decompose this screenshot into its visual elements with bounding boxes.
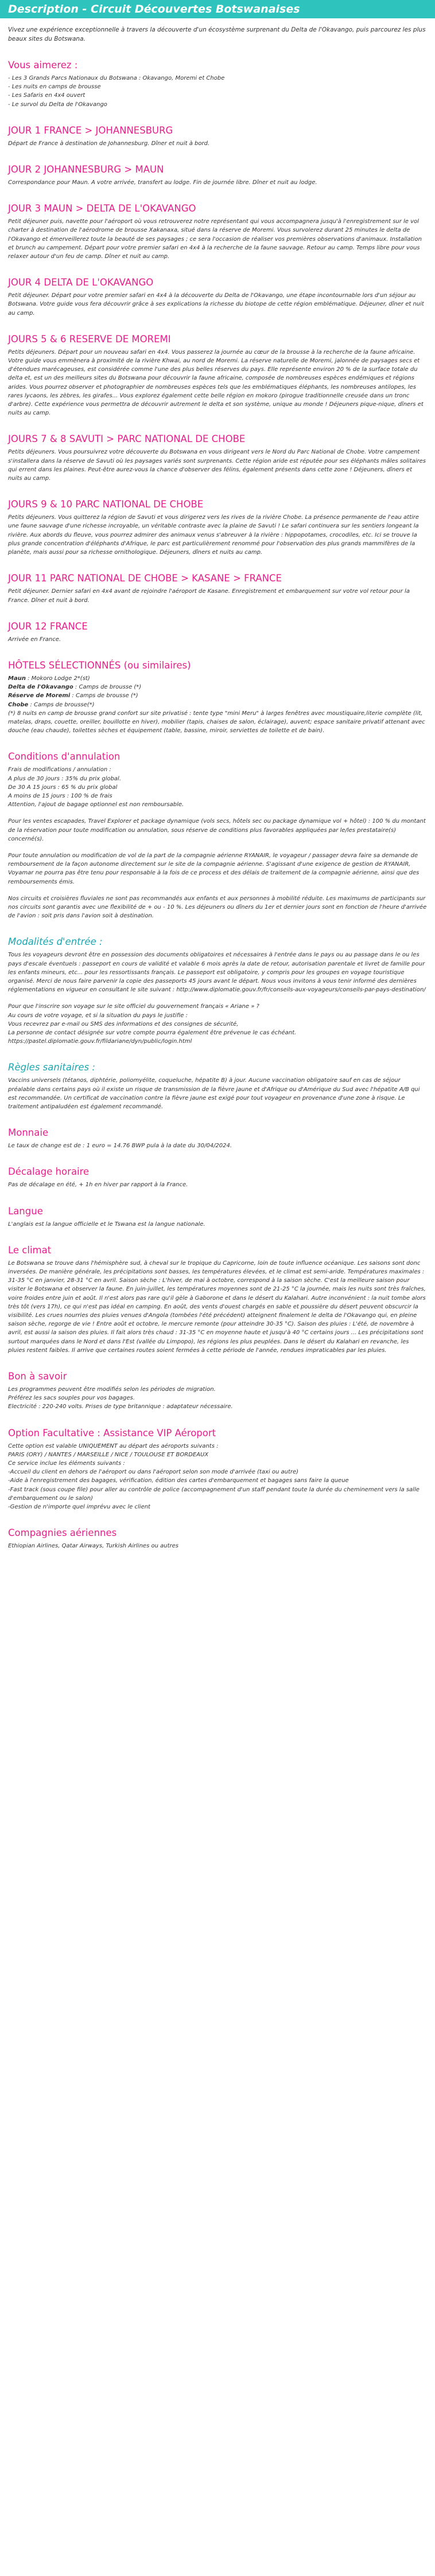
entry-block: [8, 951, 427, 1046]
entry-line: Au cours de votre voyage, et si la situation du pays le justifie :: [8, 1012, 188, 1019]
conditions-line: Attention, l'ajout de bagage optionnel est non remboursable.: [8, 802, 184, 808]
conditions-block: [8, 765, 427, 920]
day-text: Arrivée en France.: [8, 636, 61, 643]
list-item: - Les 3 Grands Parcs Nationaux du Botswana : Okavango, Moremi et Chobe: [8, 75, 225, 81]
vip-line: Ce service inclue les éléments suivants :: [8, 1460, 125, 1467]
conditions-line: De 30 A 15 jours : 65 % du prix global: [8, 784, 118, 791]
timezone-title: Décalage horaire: [8, 1166, 90, 1178]
day-text: Petit déjeuner. Dernier safari en 4x4 avant de rejoindre l'aéroport de Kasane. Enregistrement et embarquement sur votre vol retour pour la France. Dîner et nuit à bord.: [8, 588, 410, 604]
hotel-line: [8, 691, 427, 700]
title-banner: [0, 0, 435, 18]
hotels-list: [8, 674, 427, 735]
entry-link[interactable]: https://pastel.diplomatie.gouv.fr/fildariane/dyn/public/login.html: [8, 1038, 192, 1045]
entry-paragraph: Tous les voyageurs devront être en possession des documents obligatoires et nécessaires à l'entrée dans le pays ou au passage dans le ou les pays d'escale éventuels : passeport en cours de validité et valable 6 mois après la date de retour, autorisation parentale et livret de famille pour les enfants mineurs, etc... pour les ressortissants français. Le passeport est obligatoire, y compris pour les groupes en voyage touristique organisé. Merci de nous faire parvenir la copie des passeports 45 jours avant le départ. Nous vous invitons à vous tenir informé des dernières réglementations en vigueur en consultant le site suivant : http://www.diplomatie.gouv.fr/fr/conseils-aux-voyageurs/conseils-par-pays-destination/: [8, 952, 426, 994]
conditions-paragraph: Pour les ventes escapades, Travel Explorer et package dynamique (vols secs, hôtels sec ou package dynamique vol + hôtel) : 100 % du montant de la réservation pour toute modification ou annulation, sous réserve de conditions plus favorables appliquées par le/les prestataire(s) concerné(s).: [8, 818, 426, 842]
hotel-line: [8, 683, 427, 691]
day-title: JOUR 12 FRANCE: [8, 620, 88, 632]
entry-line: Pour que l'inscrire son voyage sur le site officiel du gouvernement français « Ariane » ?: [8, 1003, 259, 1010]
climate-title: Le climat: [8, 1244, 52, 1256]
hotel-location: Chobe: [8, 701, 29, 708]
hotel-line: [8, 674, 427, 683]
day-text: Départ de France à destination de Johannesburg. Dîner et nuit à bord.: [8, 140, 210, 147]
hotel-location: Réserve de Moremi: [8, 693, 71, 699]
airlines-text: Ethiopian Airlines, Qatar Airways, Turkish Airlines ou autres: [8, 1543, 178, 1550]
hotel-name: : Camps de brousse(*): [28, 701, 95, 708]
timezone-text: Pas de décalage en été, + 1h en hiver par rapport à la France.: [8, 1182, 188, 1189]
packing-line: Préférez les sacs souples pour vos bagages.: [8, 1395, 135, 1402]
conditions-title: Conditions d'annulation: [8, 751, 121, 763]
list-item: - Les nuits en camps de brousse: [8, 84, 101, 91]
day-text: Petits déjeuners. Vous quitterez la région de Savuti et vous dirigerez vers les rives de la rivière Chobe. La présence permanente de l'eau attire une faune sauvage d'une richesse incroyable, un véritable contraste avec la plaine de Savuti ! Le safari continuera sur les sentiers longeant la rivière. Aux abords du fleuve, vous pourrez admirer des animaux venus s'abreuver à la rivière : hippopotames, crocodiles, etc. Ici se trouve la plus grande concentration d'éléphants d'Afrique, le parc est particulièrement renommé pour l'observation des plus grands mammifères de la planète, mais aussi pour sa richesse ornithologique. Déjeuners, dîners et nuits au camp.: [8, 514, 420, 556]
health-title: Règles sanitaires :: [8, 1062, 95, 1073]
list-item: - Le survol du Delta de l'Okavango: [8, 101, 107, 108]
spacer: [8, 843, 427, 851]
hotel-name: : Camps de brousse (*): [73, 684, 142, 691]
day-text: Correspondance pour Maun. A votre arrivée, transfert au lodge. Fin de journée libre. Dîner et nuit au lodge.: [8, 179, 317, 186]
day-title: JOUR 11 PARC NATIONAL DE CHOBE > KASANE > FRANCE: [8, 573, 282, 584]
highlights-list: [8, 74, 427, 109]
vip-block: [8, 1442, 427, 1512]
page-title: Description - Circuit Découvertes Botswanaises: [8, 3, 300, 15]
hotel-location: Delta de l'Okavango: [8, 684, 73, 691]
day-text: Petit déjeuner. Départ pour votre premier safari en 4x4 à la découverte du Delta de l'Okavango, une étape incontournable lors d'un séjour au Botswana. Votre guide vous fera découvrir grâce à ses explications la richesse du biotope de cette région emblématique. Déjeuner, dîner et nuit au camp.: [8, 292, 424, 316]
day-title: JOURS 9 & 10 PARC NATIONAL DE CHOBE: [8, 499, 204, 510]
day-title: JOUR 1 FRANCE > JOHANNESBURG: [8, 124, 173, 136]
vip-line: Cette option est valable UNIQUEMENT au départ des aéroports suivants :: [8, 1443, 219, 1449]
hotels-title: HÔTELS SÉLECTIONNÉS (ou similaires): [8, 659, 191, 671]
day-text: Petits déjeuners. Départ pour un nouveau safari en 4x4. Vous passerez la journée au cœur de la brousse à la recherche de la faune africaine. Votre guide vous emmènera à proximité de la rivière Khwai, au nord de Moremi. La réserve naturelle de Moremi, jalonnée de paysages secs et d'étendues marécageuses, est considérée comme l'une des plus belles réserves du pays. Elle représente environ 20 % de la surface totale du delta et, est un des meilleurs sites du Botswana pour découvrir la faune africaine, composée de nombreuses espèces endémiques et régions arides. Vous pourrez observer et photographier de nombreuses espèces tels que les emblématiques éléphants, les nombreuses antilopes, les rares lycaons, les zèbres, les girafes... Vous explorez également cette belle région en mokoro (pirogue traditionnelle creusée dans un tronc d'arbre). Cette expérience vous permettra de découvrir autrement le delta et son système, unique au monde ! Déjeuners pique-nique, dîners et nuits au camp.: [8, 349, 424, 417]
highlights-title: Vous aimerez :: [8, 60, 78, 71]
day-title: JOURS 7 & 8 SAVUTI > PARC NATIONAL DE CHOBE: [8, 433, 246, 445]
packing-line: Electricité : 220-240 volts. Prises de type britannique : adaptateur nécessaire.: [8, 1404, 233, 1410]
vip-line: -Fast track (sous coupe file) pour aller au contrôle de police (accompagnement d'un staff pendant toute la durée du cheminement vers la salle d'embarquement ou le salon): [8, 1486, 420, 1502]
day-title: JOUR 2 JOHANNESBURG > MAUN: [8, 164, 164, 175]
hotel-name: : Mokoro Lodge 2*(st): [25, 675, 90, 682]
health-text: Vaccins universels (tétanos, diphtérie, poliomyélite, coqueluche, hépatite B) à jour. Aucune vaccination obligatoire sauf en cas de séjour préalable dans certains pays où il existe un risque de transmission de la fièvre jaune et d'Afrique ou d'Amérique du Sud avec l'hépatite A/B qui est recommandée. Un certificat de vaccination contre la fièvre jaune est exigé pour tout voyageur en provenance d'une zone à risque. Le traitement antipaludéen est également recommandé.: [8, 1077, 420, 1111]
conditions-paragraph: Nos circuits et croisières fluviales ne sont pas recommandés aux enfants et aux personnes à mobilité réduite. Les maximums de participants sur nos circuits sont garantis avec une flexibilité de + ou - 10 %. Les déjeuners ou dîners du 1er et dernier jours sont en fonction de l'heure d'arrivée de l'avion : soit pris dans l'avion soit à destination.: [8, 895, 427, 920]
vip-line: -Accueil du client en dehors de l'aéroport ou dans l'aéroport selon son mode d'arrivée (taxi ou autre): [8, 1469, 299, 1476]
vip-line: -Aide à l'enregistrement des bagages, vérification, édition des cartes d'embarquement et bagages sans faire la queue: [8, 1477, 349, 1484]
day-title: JOURS 5 & 6 RESERVE DE MOREMI: [8, 333, 171, 345]
conditions-line: A plus de 30 jours : 35% du prix global.: [8, 775, 122, 782]
intro-text: Vivez une expérience exceptionnelle à travers la découverte d'un écosystème surprenant du Delta de l'Okavango, puis parcourez les plus beaux sites du Botswana.: [8, 26, 426, 42]
language-title: Langue: [8, 1205, 43, 1217]
day-text: Petit déjeuner puis, navette pour l'aéroport où vous retrouverez notre représentant qui vous accompagnera jusqu'à l'enregistrement sur le vol charter à destination de l'aérodrome de brousse Xakanaxa, situé dans la réserve de Moremi. Vous survolerez durant 25 minutes le delta de l'Okavango et émerveillerez toute la beauté de ses paysages ; ce sera l'occasion de réaliser vos premières observations d'animaux. Installation et brunch au campement. Départ pour votre premier safari en 4x4 à la recherche de la faune sauvage. Retour au camp. Temps libre pour vous relaxer autour d'un feu de camp. Dîner et nuit au camp.: [8, 218, 422, 260]
conditions-line: A moins de 15 jours : 100 % de frais: [8, 792, 112, 799]
day-text: Petits déjeuners. Vous poursuivrez votre découverte du Botswana en vous dirigeant vers le Nord du Parc National de Chobe. Votre campement s'installera dans la réserve de Savuti où les paysages variés sont surprenants. Cette région aride est réputée pour ses éléphants mâles solitaires qui errent dans les plaines. Peut-être aurez-vous la chance d'observer des félins, également présents dans cette zone ! Déjeuners, dîners et nuits au camp.: [8, 449, 426, 482]
vip-line: -Gestion de n'importe quel imprévu avec le client: [8, 1504, 150, 1511]
spacer: [8, 809, 427, 817]
spacer: [8, 994, 427, 1002]
conditions-line: Frais de modifications / annulation :: [8, 767, 111, 773]
packing-block: [8, 1385, 427, 1412]
content: [0, 25, 435, 1565]
list-item: - Les Safaris en 4x4 ouvert: [8, 92, 86, 99]
vip-line: PARIS (ORY) / NANTES / MARSEILLE / NICE / TOULOUSE ET BORDEAUX: [8, 1451, 209, 1458]
hotel-line: [8, 701, 427, 709]
conditions-paragraph: Pour toute annulation ou modification de vol de la part de la compagnie aérienne RYANAIR, le voyageur / passager devra faire sa demande de remboursement de la façon autonome directement sur le site de la compagnie aérienne. S'agissant d'une exigence de gestion de RYANAIR, Voyamar ne pourra pas être tenu pour responsable à la fois de ce process et des délais de traitement de la compagnie aérienne, ainsi que des remboursements émis.: [8, 852, 420, 885]
currency-title: Monnaie: [8, 1127, 49, 1139]
language-text: L'anglais est la langue officielle et le Tswana est la langue nationale.: [8, 1221, 205, 1228]
entry-line: Vous recevrez par e-mail ou SMS des informations et des consignes de sécurité,: [8, 1021, 239, 1027]
spacer: [8, 886, 427, 894]
hotel-location: Maun: [8, 675, 26, 682]
hotel-name: : Camps de brousse (*): [70, 693, 138, 699]
packing-title: Bon à savoir: [8, 1371, 67, 1382]
entry-line: La personne de contact désignée sur votre compte pourra également être prévenue le cas échéant.: [8, 1030, 297, 1036]
packing-line: Les programmes peuvent être modifiés selon les périodes de migration.: [8, 1386, 216, 1393]
vip-title: Option Facultative : Assistance VIP Aéroport: [8, 1427, 216, 1439]
climate-text: Le Botswana se trouve dans l'hémisphère sud, à cheval sur le tropique du Capricorne, loin de toute influence océanique. Les saisons sont donc inversées. De manière générale, les précipitations sont basses, les températures élevées, et le climat est semi-aride. Températures maximales : 31-35 °C en janvier, 28-31 °C en avril. Saison sèche : L'hiver, de mai à octobre, correspond à la saison sèche. C'est la meilleure saison pour visiter le Botswana et observer la faune. En juin-juillet, les températures moyennes sont de 21-25 °C la journée, mais les nuits sont très fraîches, voire froides entre juin et août. Il n'est alors pas rare qu'il gèle à Gaborone et dans le désert du Kalahari. Autre inconvénient : la nuit tombe alors très tôt (vers 17h), ce qui n'est pas idéal en camping. En août, des vents d'ouest chargés en sable et poussière du désert peuvent obscurcir la visibilité. Les crues nourries des pluies venues d'Angola (tombées l'été précédent) atteignent finalement le delta de l'Okavango qui, en pleine saison sèche, regorge de vie ! Entre août et octobre, le mercure remonte (pour atteindre 30-35 °C). Saison des pluies : L'été, de novembre à avril, est aussi la saison des pluies. Il fait alors très chaud : 31-35 °C en moyenne haute et jusqu'à 40 °C certains jours ... Les précipitations sont surtout marquées dans le Nord et dans l'Est (vallée du Limpopo), les régions les plus peuplées. Dans le désert du Kalahari en revanche, les pluies restent faibles. Il arrive que certaines routes soient fermées à cette période de l'année, rendues impraticables par les pluies.: [8, 1260, 426, 1354]
currency-text: Le taux de change est de : 1 euro = 14.76 BWP pula à la date du 30/04/2024.: [8, 1143, 232, 1150]
day-title: JOUR 3 MAUN > DELTA DE L'OKAVANGO: [8, 203, 196, 214]
entry-title: Modalités d'entrée :: [8, 936, 103, 948]
day-title: JOUR 4 DELTA DE L'OKAVANGO: [8, 277, 154, 288]
hotels-note: (*) 8 nuits en camp de brousse grand confort sur site privatisé : tente type "mini Meru" à larges fenêtres avec moustiquaire,literie complète (lit, matelas, draps, couette, oreiller, bouillotte en hiver), mobilier (tapis, chaises de salon, éclairage), auvent; espace sanitaire privatif attenant avec douche (eau chaude), toilettes sèches et équipement (table, bassine, miroir, serviettes de toilette et de bain).: [8, 710, 425, 734]
airlines-title: Compagnies aériennes: [8, 1527, 117, 1539]
